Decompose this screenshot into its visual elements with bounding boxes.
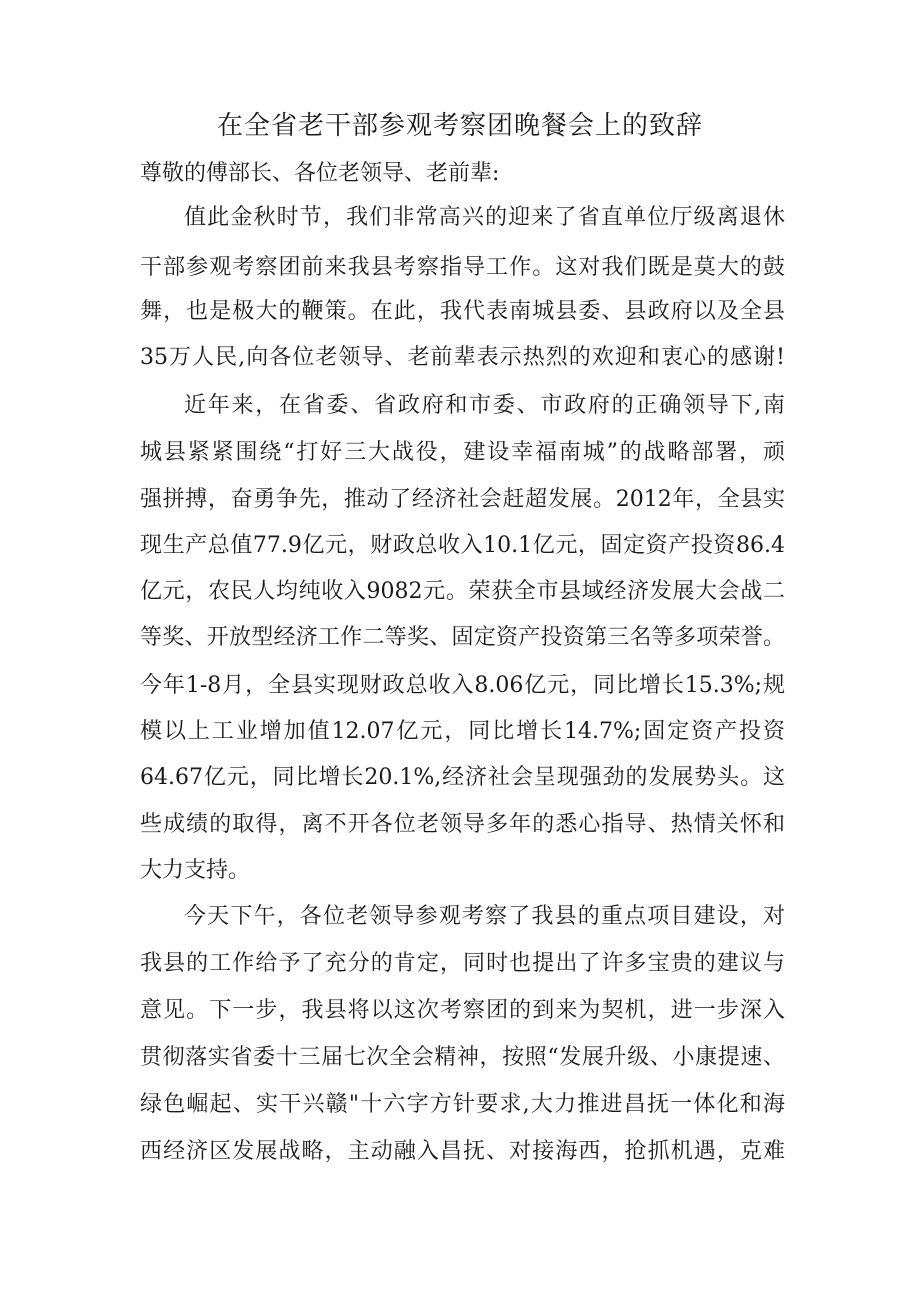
paragraph-2-line: 近年来，在省委、省政府和市委、市政府的正确领导下,南 — [184, 393, 785, 418]
paragraph-3-line: 西经济区发展战略，主动融入昌抚、对接海西，抢抓机遇，克难 — [140, 1139, 785, 1164]
paragraph-2-line: 模以上工业增加值12.07亿元，同比增长14.7%;固定资产投资 — [140, 719, 785, 744]
paragraph-2-line: 今年1-8月，全县实现财政总收入8.06亿元，同比增长15.3%;规 — [140, 673, 785, 698]
paragraph-2-line: 等奖、开放型经济工作二等奖、固定资产投资第三名等多项荣誉。 — [140, 625, 785, 650]
paragraph-2-line: 城县紧紧围绕“打好三大战役，建设幸福南城”的战略部署，顽 — [140, 440, 785, 465]
paragraph-3-line: 我县的工作给予了充分的肯定，同时也提出了许多宝贵的建议与 — [140, 951, 785, 976]
paragraph-2-line: 亿元，农民人均纯收入9082元。荣获全市县域经济发展大会战二 — [140, 579, 785, 604]
paragraph-1-line: 值此金秋时节，我们非常高兴的迎来了省直单位厅级离退休 — [184, 205, 785, 230]
page-title: 在全省老干部参观考察团晚餐会上的致辞 — [216, 111, 703, 141]
paragraph-2-line: 强拼搏，奋勇争先，推动了经济社会赶超发展。2012年，全县实 — [140, 487, 785, 512]
paragraph-1-line: 35万人民,向各位老领导、老前辈表示热烈的欢迎和衷心的感谢! — [140, 345, 785, 370]
paragraph-3-line: 意见。下一步，我县将以这次考察团的到来为契机，进一步深入 — [140, 998, 785, 1023]
paragraph-3-line: 绿色崛起、实干兴赣"十六字方针要求,大力推进昌抚一体化和海 — [140, 1092, 785, 1117]
paragraph-2-line: 现生产总值77.9亿元，财政总收入10.1亿元，固定资产投资86.4 — [140, 533, 785, 558]
paragraph-3-line: 贯彻落实省委十三届七次全会精神，按照“发展升级、小康提速、 — [140, 1045, 785, 1070]
paragraph-1-line: 舞，也是极大的鞭策。在此，我代表南城县委、县政府以及全县 — [140, 299, 785, 324]
paragraph-3-line: 今天下午，各位老领导参观考察了我县的重点项目建设，对 — [184, 904, 785, 929]
paragraph-1-line: 干部参观考察团前来我县考察指导工作。这对我们既是莫大的鼓 — [140, 255, 785, 280]
paragraph-2-line: 大力支持。 — [140, 858, 251, 883]
paragraph-2-line: 64.67亿元，同比增长20.1%,经济社会呈现强劲的发展势头。这 — [140, 765, 785, 790]
paragraph-2-line: 些成绩的取得，离不开各位老领导多年的悉心指导、热情关怀和 — [140, 812, 785, 837]
salutation: 尊敬的傅部长、各位老领导、老前辈: — [140, 161, 500, 186]
